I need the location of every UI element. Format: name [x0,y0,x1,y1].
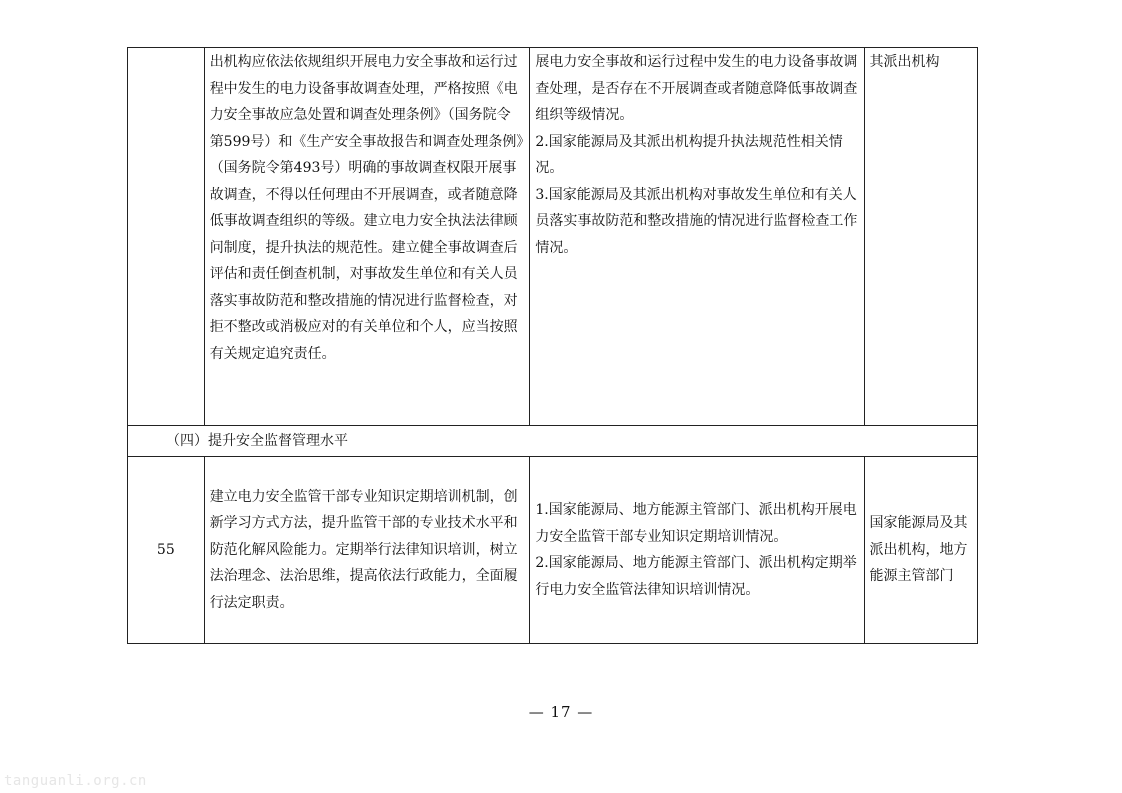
responsible-unit-cell: 国家能源局及其派出机构，地方能源主管部门 [864,457,978,644]
check-items-cell [530,457,864,644]
section-header-row [128,426,978,457]
item-number-cell [128,48,205,426]
supervision-table [127,47,978,644]
page-number: — 17 — [528,703,594,721]
check-item: 2.国家能源局及其派出机构提升执法规范性相关情况。 [535,133,843,176]
check-item: 1.国家能源局、地方能源主管部门、派出机构开展电力安全监管干部专业知识定期培训情况。 [535,502,857,545]
responsible-unit-cell: 其派出机构 [864,48,978,426]
requirement-cell: 出机构应依法依规组织开展电力安全事故和运行过程中发生的电力设备事故调查处理，严格按照《电力安全事故应急处置和调查处理条例》（国务院令第599号）和《生产安全事故报告和调查处理条例》（国务院令第493号）明确的事故调查权限开展事故调查，不得以任何理由不开展调查，或者随意降低事故调查组织的等级。建立电力安全执法法律顾问制度，提升执法的规范性。建立健全事故调查后评估和责任倒查机制，对事故发生单位和有关人员落实事故防范和整改措施的情况进行监督检查，对拒不整改或消极应对的有关单位和个人，应当按照有关规定追究责任。 [204,48,530,426]
table-row [128,48,978,426]
requirement-cell: 建立电力安全监管干部专业知识定期培训机制，创新学习方式方法，提升监管干部的专业技术水平和防范化解风险能力。定期举行法律知识培训，树立法治理念、法治思维，提高依法行政能力，全面履行法定职责。 [204,457,530,644]
section-header: （四）提升安全监督管理水平 [128,426,978,457]
table-row [128,457,978,644]
check-item: 2.国家能源局、地方能源主管部门、派出机构定期举行电力安全监管法律知识培训情况。 [535,555,857,598]
check-items-cell [530,48,864,426]
check-item: 展电力安全事故和运行过程中发生的电力设备事故调查处理，是否存在不开展调查或者随意降低事故调查组织等级情况。 [535,54,858,123]
watermark-text: tanguanli.org.cn [4,773,147,789]
item-number-cell: 55 [128,457,205,644]
check-item: 3.国家能源局及其派出机构对事故发生单位和有关人员落实事故防范和整改措施的情况进行监督检查工作情况。 [535,186,858,256]
